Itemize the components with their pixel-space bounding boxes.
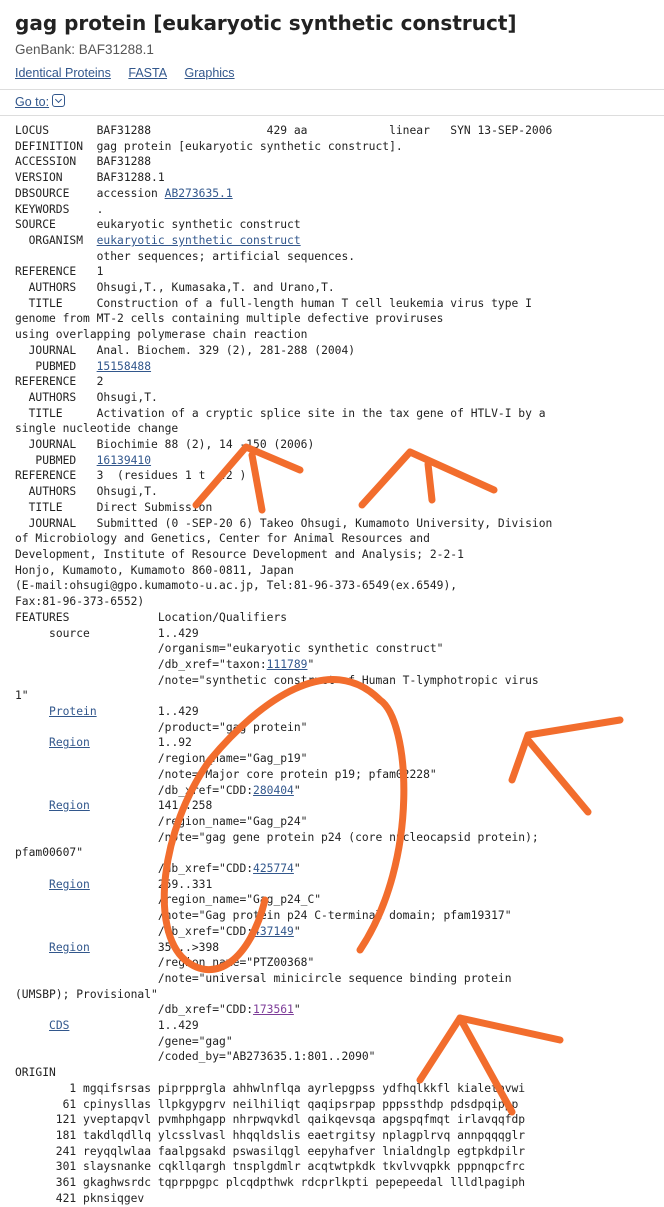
accession-value: BAF31288 [96,155,152,169]
feature-location: 1..429 [157,626,199,640]
title-label: TITLE [15,500,97,514]
journal-label: JOURNAL [15,438,97,452]
organism-lineage: other sequences; artificial sequences. [96,249,356,263]
reference-title: Construction of a full-length human T cell leukemia virus type I genome from MT-2 cells containing multiple defective proviruses using overlapping polymerase chain reaction [15,296,532,342]
feature-key-region[interactable]: Region [49,877,90,891]
reference-label: REFERENCE [15,469,97,483]
authors-label: AUTHORS [15,485,97,499]
title-label: TITLE [15,296,97,310]
origin-label: ORIGIN [15,1066,56,1080]
reference-title: Activation of a cryptic splice site in the tax gene of HTLV-I by a single nucleotide change [15,406,546,436]
divider [0,115,664,116]
pubmed-label: PUBMED [15,359,97,373]
reference-number: 2 [96,375,104,389]
record-links [15,64,649,82]
dbsource-label: DBSOURCE [15,186,97,200]
qualifier: /db_xref="taxon: [157,657,267,671]
cdd-link[interactable]: 437149 [253,924,294,938]
feature-key-region[interactable]: Region [49,940,90,954]
dbsource-link[interactable]: AB273635.1 [164,186,233,200]
qualifier: /organism="eukaryotic synthetic construct" [157,642,444,656]
chevron-down-icon [52,94,65,107]
cdd-link[interactable]: 173561 [253,1003,294,1017]
keywords-value: . [96,202,104,216]
locus-value: BAF31288 429 aa linear SYN 13-SEP-2006 [96,124,553,137]
authors-label: AUTHORS [15,390,97,404]
qualifier: /gene="gag" [157,1034,233,1048]
genbank-record: LOCUS BAF31288 429 aa linear SYN 13-SEP-2006 DEFINITION gag protein [eukaryotic synthetic construct]. ACCESSION BAF31288 VERSION BAF31288.1 DBSOURCE accession AB273635.1 KEYWORDS . SOURCE eukaryotic synthetic construct ORGANISM eukaryotic synthetic construct other sequences; artificial sequences. REFERENCE 1 AUTHORS Ohsugi,T., Kumasaka,T. and Urano,T. TITLE Construction of a full-length human T cell leukemia virus type I genome from MT-2 cells containing multiple defective proviruses using overlapping polymerase chain reaction JOURNAL Anal. Biochem. 329 (2), 281-288 (2004) PUBMED 15158488 REFERENCE 2 AUTHORS Ohsugi,T. TITLE Activation of a cryptic splice site in the tax gene of HTLV-I by a single nucleotide change JOURNAL Biochimie 88 (2), 14 -150 (2006) PUBMED 16139410 REFERENCE 3 (residues 1 t 42 ) AUTHORS Ohsugi,T. TITLE Direct Submission JOURNAL Submitted (0 -SEP-20 6) Takeo Ohsugi, Kumamoto University, Division of Microbiology and Genetics, Center for Animal Resources and Development, Institute of Resource Development and Analysis; 2-2-1 Honjo, Kumamoto, Kumamoto 860-0811, Japan (E-mail:ohsugi@gpo.kumamoto-u.ac.jp, Tel:81-96-373-6549(ex.6549), Fax:81-96-373-6552) FEATURES Location/Qualifiers source 1..429 /organism="eukaryotic synthetic construct" /db_xref="taxon:111789" /note="synthetic construct of Human T-lymphotropic virus 1" Protein 1..429 /product="gag protein" Region 1..92 /region_name="Gag_p19" /note="Major core protein p19; pfam02228" /db_xref="CDD:280404" Region 141..258 /region_name="Gag_p24" /note="gag gene protein p24 (core nucleocapsid protein); pfam00607" /db_xref="CDD:425774" Region 259..331 /region_name="Gag_p24_C" /note="Gag protein p24 C-terminal domain; pfam19317" /db_xref="CDD:437149" Region 35 ..>398 /region_name="PTZ00368" /note="universal minicircle sequence binding protein (UMSBP); Provisional" /db_xref="CDD:173561" CDS 1..429 /gene="gag" /coded_by="AB273635.1:801..2090" ORIGIN 1 mgqifsrsas piprpprgla ahhwlnflqa ayrlepgpss ydfhqlkkfl kialetpvwi 61 cpinysllas llpkgypgrv neilhiliqt qaqipsrpap pppssthdp pdsdpqippp 121 yveptapqvl pvmhphgapp nhrpwqvkdl qaikqevsqa apgspqfmqt irlavqqfdp 181 takdlqdllq ylcsslvasl hhqqldslis eaetrgitsy nplagplrvq annpqqqglr 241 reyqqlwlaa faalpgsakd pswasilqgl eepyhafver lnialdnglp egtpkdpilr 301 slaysnanke cqkllqargh tnsplgdmlr acqtwtpkdk tkvlvvqpkk pppnqpcfrc 361 gkaghwsrdc tqprppgpc plcqdpthwk rdcprlkpti pepepeedal llldlpagiph 421 pknsiqgev [15,124,553,1205]
qualifier: /note="Major core protein p19; pfam02228" [157,767,437,781]
qualifier: /db_xref="CDD: [157,783,254,797]
feature-key-region[interactable]: Region [49,736,90,750]
reference-label: REFERENCE [15,375,97,389]
graphics-link[interactable]: Graphics [184,66,235,80]
version-value: BAF31288.1 [96,171,165,185]
fasta-link[interactable]: FASTA [128,66,168,80]
feature-location: 1..429 [157,705,199,719]
reference-journal: Biochimie 88 (2), 14 -150 (2006) [96,438,315,452]
divider [0,89,664,90]
definition-label: DEFINITION [15,139,97,153]
record-subtitle: GenBank: BAF31288.1 [15,42,154,57]
journal-label: JOURNAL [15,516,97,530]
qualifier: /db_xref="CDD: [157,1003,254,1017]
feature-key-cds[interactable]: CDS [49,1019,70,1033]
qualifier: /region_name="Gag_p24" [157,814,308,828]
source-label: SOURCE [15,218,97,232]
feature-location: 1..92 [157,736,192,750]
feature-key-region[interactable]: Region [49,799,90,813]
origin-sequence: 1 mgqifsrsas piprpprgla ahhwlnflqa ayrlepgpss ydfhqlkkfl kialetpvwi 61 cpinysllas llpkgypgrv neilhiliqt qaqipsrpap pppssthdp pdsdpqippp 121 yveptapqvl pvmhphgapp nhrpwqvkdl qaikqevsqa apgspqfmqt irlavqqfdp 181 takdlqdllq ylcsslvasl hhqqldslis eaetrgitsy nplagplrvq annpqqqglr 241 reyqqlwlaa faalpgsakd pswasilqgl eepyhafver lnialdnglp egtpkdpilr 301 slaysnanke cqkllqargh tnsplgdmlr acqtwtpkdk tkvlvvqpkk pppnqpcfrc 361 gkaghwsrdc tqprppgpc plcqdpthwk rdcprlkpti pepepeedal llldlpagiph 421 pknsiqgev [55,1081,526,1205]
reference-authors: Ohsugi,T. [96,485,158,499]
qualifier: /product="gag protein" [157,720,308,734]
pubmed-label: PUBMED [15,453,97,467]
feature-location: 1..429 [157,1019,199,1033]
identical-proteins-link[interactable]: Identical Proteins [15,66,111,80]
reference-journal: Anal. Biochem. 329 (2), 281-288 (2004) [96,343,356,357]
source-value: eukaryotic synthetic construct [96,218,301,232]
reference-label: REFERENCE [15,265,97,279]
cdd-link[interactable]: 280404 [253,783,294,797]
reference-authors: Ohsugi,T., Kumasaka,T. and Urano,T. [96,281,335,295]
accession-label: ACCESSION [15,155,97,169]
keywords-label: KEYWORDS [15,202,97,216]
title-label: TITLE [15,406,97,420]
features-label: FEATURES [15,610,158,624]
qualifier: /region_name="Gag_p24_C" [157,893,322,907]
authors-label: AUTHORS [15,281,97,295]
pubmed-link[interactable]: 16139410 [96,453,152,467]
definition-value: gag protein [eukaryotic synthetic construct]. [96,139,403,153]
reference-number: 3 (residues 1 t 42 ) [96,469,247,483]
organism-label: ORGANISM [15,233,97,247]
feature-key-source: source [49,626,90,640]
qualifier: /note="synthetic construct of Human T-lymphotropic virus 1" [15,673,539,703]
reference-number: 1 [96,265,104,279]
qualifier: /note="Gag protein p24 C-terminal domain; pfam19317" [157,909,512,923]
qualifier: /coded_by="AB273635.1:801..2090" [157,1050,376,1064]
qualifier: /db_xref="CDD: [157,862,254,876]
reference-journal: Submitted (0 -SEP-20 6) Takeo Ohsugi, Kumamoto University, Division of Microbiology and Genetics, Center for Animal Resources and Development, Institute of Resource Development and Analysis; 2-2-1 Honjo, Kumamoto, Kumamoto 860-0811, Japan (E-mail:ohsugi@gpo.kumamoto-u.ac.jp, Tel:81-96-373-6549(ex.6549), Fax:81-96-373-6552) [15,516,553,609]
feature-location: 141..258 [157,799,213,813]
goto-label: Go to: [15,95,50,109]
feature-location: 35 ..>398 [157,940,220,954]
feature-key-protein[interactable]: Protein [49,705,97,719]
journal-label: JOURNAL [15,343,97,357]
locus-label: LOCUS [15,124,97,137]
qualifier: /db_xref="CDD: [157,924,254,938]
qualifier: /region_name="Gag_p19" [157,752,308,766]
page-title: gag protein [eukaryotic synthetic construct] [15,11,517,35]
pubmed-link[interactable]: 15158488 [96,359,152,373]
cdd-link[interactable]: 425774 [253,862,294,876]
dbsource-prefix: accession [96,186,165,200]
reference-title: Direct Submission [96,500,213,514]
qualifier: /region_name="PTZ00368" [157,956,315,970]
qualifier: /note="universal minicircle sequence binding protein (UMSBP); Provisional" [15,971,512,1001]
feature-location: 259..331 [157,877,213,891]
goto-menu[interactable] [15,94,65,109]
features-header: Location/Qualifiers [157,610,288,624]
organism-link[interactable]: eukaryotic synthetic construct [96,233,301,247]
version-label: VERSION [15,171,97,185]
taxon-link[interactable]: 111789 [266,657,308,671]
qualifier: /note="gag gene protein p24 (core nucleocapsid protein); pfam00607" [15,830,539,860]
reference-authors: Ohsugi,T. [96,390,158,404]
